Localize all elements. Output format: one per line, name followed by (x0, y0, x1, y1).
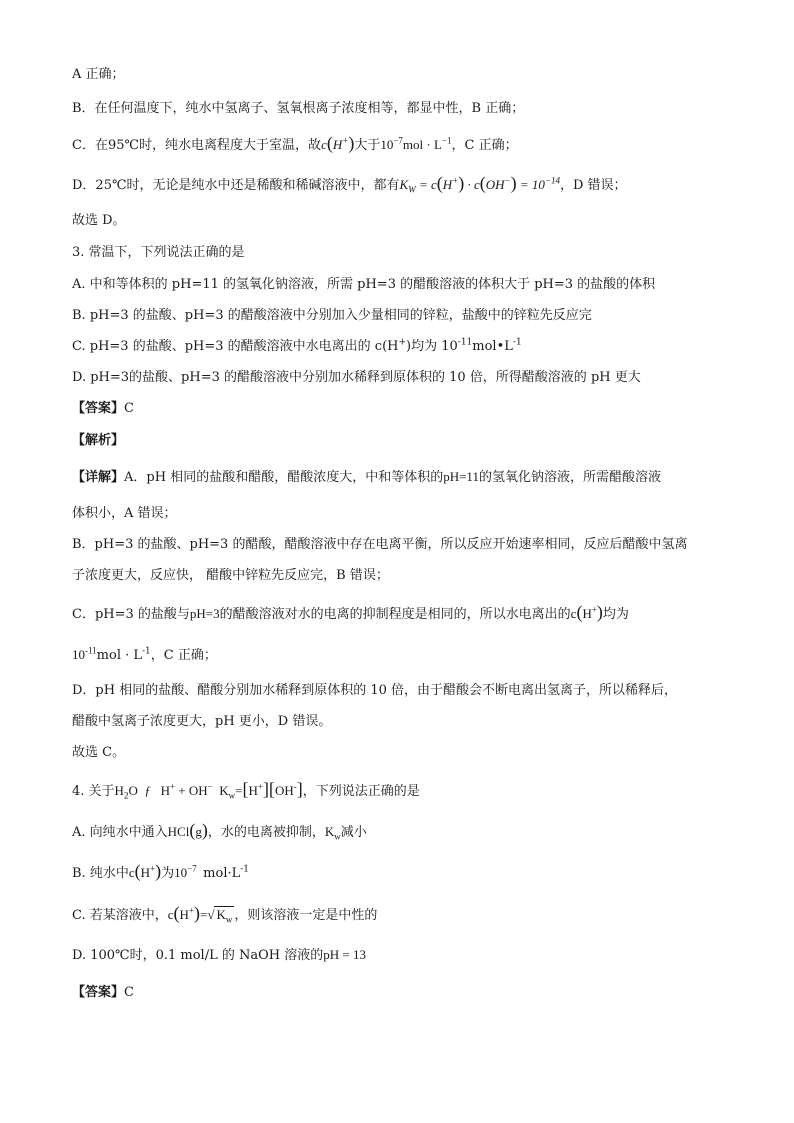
text: 均为 (602, 607, 629, 622)
formula: pH=3 (189, 606, 220, 621)
q4-option-b: B. 纯水中c(H+)为$10^{-7}$ $mol\cdot L^{-1}$ (72, 861, 250, 881)
q3-detail-c2: $10^{-11}mol \cdot L^{-1}$，C 正确； (72, 645, 217, 663)
text: 时，纯水电离程度大于室温，故 (139, 138, 322, 153)
prev-analysis-line-a: A 正确； (72, 67, 125, 82)
formula: $K_W = c(H^+) \cdot c(OH^-) = 10^{-14}$ (399, 173, 560, 195)
text: mol•L (472, 339, 513, 354)
formula: pH = 13 (323, 947, 366, 962)
q3-detail-d1: D．pH 相同的盐酸、醋酸分别加水稀释到原体积的 10 倍，由于醋酸会不断电离出氢离子，所以稀释后， (72, 683, 678, 698)
text: D．25℃时，无论是纯水中还是稀酸和稀碱溶液中，都有 (72, 178, 400, 193)
text: 大于 (354, 138, 381, 153)
text: 减小 (340, 825, 367, 840)
answer-label: 【答案】 (72, 985, 125, 1000)
q3-detail-b1: B．pH=3 的盐酸、pH=3 的醋酸，醋酸溶液中存在电离平衡，所以反应开始速率相同，反应后醋酸中氢离 (72, 537, 688, 552)
text: ，D 错误； (559, 178, 627, 193)
text: ，水的电离被抑制， (207, 825, 325, 840)
q4-stem (72, 780, 420, 801)
q3-stem: 3. 常温下，下列说法正确的是 (72, 245, 245, 260)
text: ，下列说法正确的是 (302, 784, 420, 799)
text: C. pH=3 的盐酸、pH=3 的醋酸溶液中水电离出的 c(H (72, 339, 399, 354)
text: 95℃ (107, 138, 140, 153)
formula: $10^{-11}$ (72, 645, 97, 662)
prev-analysis-line-b: B．在任何温度下，纯水中氢离子、氢氧根离子浓度相等，都显中性，B 正确； (72, 101, 525, 116)
q3-analysis-label (72, 432, 124, 450)
text: 的醋酸溶液对水的电离的抑制程度是相同的，所以水电离出的 (219, 607, 571, 622)
q4-option-c (72, 904, 377, 925)
text: C．在 (72, 138, 108, 153)
q4-option-a (72, 821, 367, 842)
analysis-label: 【解析】 (72, 433, 125, 448)
formula: c(H+) (128, 861, 162, 881)
q3-detail-b2: 子浓度更大，反应快， 醋酸中锌粒先反应完，B 错误； (72, 568, 389, 583)
q3-answer (72, 400, 134, 418)
answer-label: 【答案】 (72, 401, 125, 416)
answer-value: C (124, 401, 134, 416)
text: A. 向纯水中通入 (72, 825, 168, 840)
text: mol · L (96, 648, 143, 663)
q4-option-d (72, 946, 366, 965)
formula: c(H+) (570, 602, 603, 622)
q3-conclusion: 故选 C。 (72, 745, 126, 760)
formula: $10^{-7}$ (174, 863, 197, 880)
text: C．pH=3 的盐酸与 (72, 607, 190, 622)
q3-detail-a1 (72, 468, 661, 487)
q3-option-d: D. pH=3的盐酸、pH=3 的醋酸溶液中分别加水稀释到原体积的 10 倍，所得醋酸溶液的 pH 更大 (72, 370, 641, 385)
q3-detail-d2: 醋酸中氢离子浓度更大，pH 更小，D 错误。 (72, 714, 332, 729)
q3-detail-a2: 体积小，A 错误； (72, 506, 177, 521)
text: C. 若某溶液中， (72, 908, 168, 923)
prev-analysis-line-d (72, 174, 627, 195)
formula: $H_2O$ ƒ H+ + OH− $K_w=[H^+][OH^-]$ (114, 779, 303, 801)
q3-detail-c1 (72, 603, 629, 624)
answer-value: C (124, 985, 134, 1000)
text: mol·L (203, 866, 241, 881)
text: A．pH 相同的盐酸和醋酸，醋酸浓度大，中和等体积的 (124, 470, 444, 485)
formula: c(H+) (321, 133, 355, 153)
formula: pH=11 (443, 469, 479, 484)
text: 为 (161, 866, 175, 881)
prev-analysis-line-c (72, 134, 518, 155)
text: 的氢氧化钠溶液，所需醋酸溶液 (478, 470, 661, 485)
prev-analysis-conclusion: 故选 D。 (72, 213, 126, 228)
q4-answer (72, 984, 134, 1002)
text: 4. 关于 (72, 784, 115, 799)
text: )均为 10 (406, 339, 458, 354)
q3-option-b: B. pH=3 的盐酸、pH=3 的醋酸溶液中分别加入少量相同的锌粒，盐酸中的锌粒先反应完 (72, 308, 592, 323)
text: B. 纯水中 (72, 866, 129, 881)
formula: $K_w$ (324, 824, 341, 842)
text: ，则该溶液一定是中性的 (234, 908, 378, 923)
text: ，C 正确； (451, 138, 518, 153)
formula: HCl(g) (167, 820, 208, 840)
detail-label: 【详解】 (72, 470, 125, 485)
q3-option-c: C. pH=3 的盐酸、pH=3 的醋酸溶液中水电离出的 c(H+)均为 $10^{-11}mol•L^{-1}$ (72, 337, 522, 354)
formula: c(H+)=√ $K_w$ (167, 903, 233, 925)
formula: $10^{-7}mol \cdot L^{-1}$ (380, 135, 452, 152)
q3-option-a: A. 中和等体积的 pH=11 的氢氧化钠溶液，所需 pH=3 的醋酸溶液的体积大于 pH=3 的盐酸的体积 (72, 277, 656, 292)
text: ，C 正确； (150, 648, 217, 663)
text: D. 100℃时，0.1 mol/L 的 NaOH 溶液的 (72, 948, 324, 963)
